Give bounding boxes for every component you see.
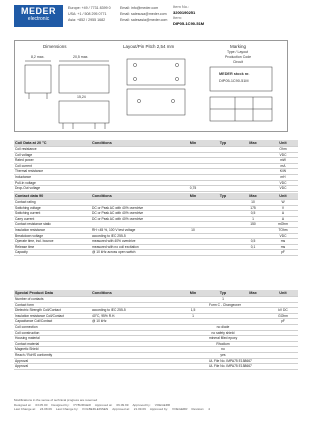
table-cell: RH <45 %, 100 V test voltage: [91, 227, 178, 233]
table-cell: 0,1: [238, 244, 268, 250]
table-cell: [178, 364, 208, 370]
table-cell: [208, 250, 238, 256]
table-cell: Approval: [14, 364, 91, 370]
table-cell: GOhm: [268, 313, 298, 319]
header-cell: Typ: [208, 290, 238, 297]
table-cell: yes: [208, 352, 238, 358]
table-cell: Capacitance Coil/Contact: [14, 319, 91, 325]
footer-field: 03.05.00: [35, 402, 48, 407]
contact-line: USA: +1 / 508 295 0771: [68, 12, 107, 16]
table-cell: mA: [268, 163, 298, 169]
layout-label: Layout/Pin Pitch 2,54 mm: [123, 44, 175, 49]
table-cell: Ohm: [268, 147, 298, 153]
footer-field: Revision:: [191, 407, 205, 411]
item-info: [173, 4, 204, 26]
marking-sub: Type / Layout: [227, 50, 249, 54]
table-cell: no: [208, 347, 238, 353]
drawing-graphic: [15, 41, 287, 131]
logo-sub: electronic: [27, 16, 50, 22]
coil-data-table: [14, 140, 298, 192]
table-cell: VDC: [268, 180, 298, 186]
table-cell: Capacity: [14, 250, 91, 256]
table-cell: Breakdown voltage: [14, 233, 91, 239]
header-cell: Min: [178, 290, 208, 297]
table-cell: Switching voltage: [14, 205, 91, 211]
contact-line: Email: info@meder.com: [120, 6, 159, 10]
table-cell: A: [268, 211, 298, 217]
table-cell: A: [268, 216, 298, 222]
table-cell: [178, 250, 208, 256]
footer-field: Designed at:: [14, 402, 32, 407]
footer-field: KOLBERLEINSEN: [82, 407, 109, 411]
table-cell: Coil current: [14, 163, 91, 169]
header-cell: Coil Data at 20 °C: [14, 140, 91, 147]
footer-field: Approved by:: [132, 402, 151, 407]
marking-label: Marking: [230, 44, 247, 49]
table-cell: 1,5: [178, 308, 208, 314]
header-cell: Min: [178, 140, 208, 147]
footer-field: VOEGERR: [172, 407, 188, 411]
table-cell: according to IEC 255-5: [91, 308, 178, 314]
table-cell: Release time: [14, 244, 91, 250]
table-cell: [268, 364, 298, 370]
table-cell: mOhm: [268, 222, 298, 228]
table-cell: Coil voltage: [14, 152, 91, 158]
table-row: [14, 250, 298, 256]
marking-sub: Circuit: [233, 60, 243, 64]
table-cell: UL File No. IMPA75 E158667: [209, 358, 252, 363]
footer-field: Approved by:: [149, 407, 169, 411]
table-cell: VDC: [268, 152, 298, 158]
table-cell: K/W: [268, 169, 298, 175]
table-cell: 1: [208, 297, 238, 303]
table-cell: [91, 186, 178, 192]
table-cell: [238, 250, 268, 256]
technical-drawing: [14, 40, 288, 132]
table-cell: Contact form: [14, 302, 91, 308]
table-cell: Contact rating: [14, 200, 91, 206]
table-cell: Approval: [14, 358, 91, 364]
footer-row: [14, 407, 286, 412]
table-cell: Coil construction: [14, 330, 91, 336]
table-cell: measured with 40% overdrive: [91, 239, 178, 245]
table-cell: according to IEC 255-5: [91, 233, 178, 239]
table-cell: Form C - Changeover: [209, 302, 241, 307]
header-cell: Unit: [268, 290, 298, 297]
logo-name: MEDER: [20, 6, 56, 16]
table-cell: 0,75: [178, 186, 208, 192]
table-cell: UL File No. IMPA75 E158667: [209, 364, 252, 369]
table-row: [14, 186, 298, 192]
header-cell: Conditions: [91, 290, 178, 297]
header-cell: Typ: [208, 140, 238, 147]
header-cell: Max: [238, 193, 268, 200]
table-cell: Thermal resistance: [14, 169, 91, 175]
table-row: [14, 364, 298, 370]
table-cell: measured with no coil excitation: [91, 244, 178, 250]
table-cell: no diode: [208, 324, 238, 330]
table-cell: Contact material: [14, 341, 91, 347]
table-cell: DC or Peak AC with 40% overdrive: [91, 211, 178, 217]
footer-field: 06.09.99: [116, 402, 129, 407]
table-cell: Number of contacts: [14, 297, 91, 303]
contact-line: Email: salesasia@meder.com: [120, 18, 168, 22]
item-no-label: Item No.:: [173, 4, 190, 9]
footer: [14, 398, 286, 412]
table-cell: TOhm: [268, 227, 298, 233]
table-cell: Rhodium: [208, 341, 238, 347]
table-cell: Insulation resistance Coil/Contact: [14, 313, 91, 319]
table-cell: Coil resistance: [14, 147, 91, 153]
header-cell: Special Product Data: [14, 290, 91, 297]
table-cell: 1: [238, 216, 268, 222]
header-cell: Conditions: [91, 140, 178, 147]
contact-data-table: [14, 193, 298, 256]
footer-field: 21.09.09: [133, 407, 146, 411]
table-cell: 40°C, 95% R.H.: [91, 313, 178, 319]
table-cell: kV DC: [268, 308, 298, 314]
footer-field: Designed by:: [51, 402, 70, 407]
table-cell: 175: [238, 205, 268, 211]
header-cell: Conditions: [91, 193, 178, 200]
header-cell: Max: [238, 290, 268, 297]
dimensions-label: Dimensions: [43, 44, 67, 49]
table-cell: [208, 186, 238, 192]
contact-emails: [120, 5, 167, 23]
footer-field: PYBURGER: [73, 402, 91, 407]
dim-width: 8,2 max.: [31, 55, 45, 59]
footer-field: 4: [208, 407, 210, 411]
table-cell: V: [268, 205, 298, 211]
table-cell: 10: [178, 227, 208, 233]
table-cell: Switching current: [14, 211, 91, 217]
table-cell: 1: [178, 313, 208, 319]
header-cell: Min: [178, 193, 208, 200]
table-cell: [91, 364, 178, 370]
table-cell: W: [268, 200, 298, 206]
table-cell: no safety shield: [208, 330, 238, 336]
table-cell: @ 10 kHz across open switch: [91, 250, 178, 256]
marking-sub: Production Code: [225, 55, 252, 59]
table-cell: [238, 186, 268, 192]
item-name-value: DIP05-1C90-51M: [173, 20, 205, 26]
table-cell: DC or Peak AC with 40% overdrive: [91, 216, 178, 222]
contact-line: Europe: +49 / 7731 8399 0: [68, 6, 111, 10]
footer-field: Approved at:: [112, 407, 130, 411]
dim-length: 20,5 max.: [73, 55, 89, 59]
table-cell: 0,5: [238, 211, 268, 217]
table-cell: Operate time, incl. bounce: [14, 239, 91, 245]
table-cell: VDC: [268, 186, 298, 192]
table-cell: @ 10 kHz: [91, 319, 178, 325]
table-cell: Rated power: [14, 158, 91, 164]
item-no-value: 3200190251: [173, 9, 196, 15]
table-cell: pF: [268, 319, 298, 325]
table-cell: Inductance: [14, 174, 91, 180]
table-cell: 150: [238, 222, 268, 228]
dim-pitch: 15,24: [77, 95, 86, 99]
table-cell: Housing material: [14, 336, 91, 342]
table-cell: Drop-Out voltage: [14, 186, 91, 192]
table-cell: Carry current: [14, 216, 91, 222]
table-cell: ms: [268, 244, 298, 250]
header-cell: Contact data 90: [14, 193, 91, 200]
contact-line: Email: salesusa@meder.com: [120, 12, 167, 16]
table-cell: ms: [268, 239, 298, 245]
header-cell: Unit: [268, 140, 298, 147]
table-cell: Dielectric Strength Coil/Contact: [14, 308, 91, 314]
contact-phones: [68, 5, 111, 23]
table-cell: Coil connection: [14, 324, 91, 330]
footer-field: Last Change by:: [55, 407, 79, 411]
table-cell: VDC: [268, 233, 298, 239]
footer-note: Modifications in the sense of technical progress are reserved: [14, 398, 98, 402]
header-cell: Typ: [208, 193, 238, 200]
stamp-line: DIP05-1C90-51M: [219, 79, 249, 83]
footer-field: VOEGERR: [154, 402, 171, 407]
contact-line: Asia: +852 / 2955 1682: [68, 18, 106, 22]
table-cell: Pull-In voltage: [14, 180, 91, 186]
table-cell: 10: [238, 200, 268, 206]
item-name-label: Item:: [173, 15, 182, 21]
company-logo: [14, 5, 63, 27]
header-cell: Unit: [268, 193, 298, 200]
table-cell: Contact resistance static: [14, 222, 91, 228]
footer-field: Approved at:: [94, 402, 113, 407]
table-cell: Insulation resistance: [14, 227, 91, 233]
stamp-line: MEDER stock nr.: [219, 72, 250, 76]
special-product-table: [14, 290, 298, 370]
table-cell: mW: [268, 158, 298, 164]
table-cell: Reach / RoHS conformity: [14, 352, 91, 358]
footer-field: 24.08.09: [39, 407, 52, 411]
footer-field: Last Change at:: [14, 407, 36, 411]
table-cell: mineral filled epoxy: [209, 336, 238, 341]
table-cell: 0,5: [238, 239, 268, 245]
table-cell: mH: [268, 174, 298, 180]
table-cell: DC or Peak AC with 40% overdrive: [91, 205, 178, 211]
table-cell: pF: [268, 250, 298, 256]
table-cell: Magnetic Shield: [14, 347, 91, 353]
header-cell: Max: [238, 140, 268, 147]
